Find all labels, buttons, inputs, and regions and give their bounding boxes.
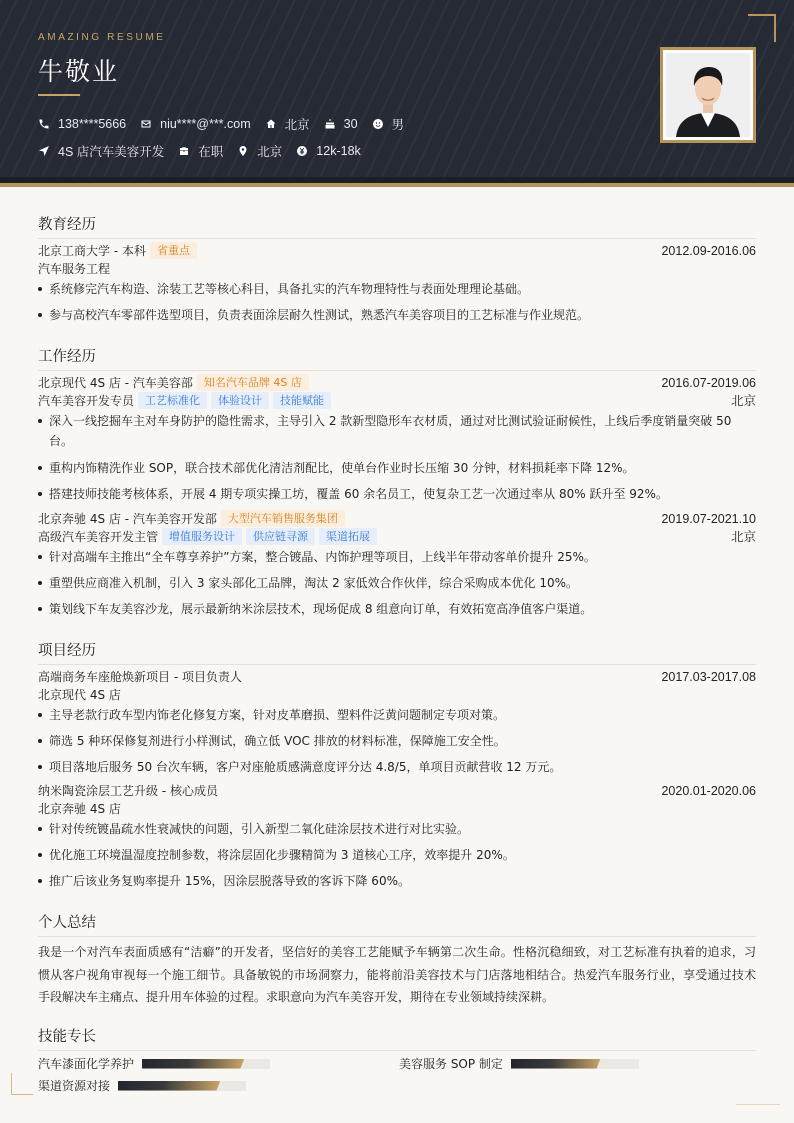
- project-org: 北京现代 4S 店: [38, 688, 121, 702]
- job-bullet: 针对高端车主推出“全车尊享养护”方案，整合镀晶、内饰护理等项目，上线半年带动客单价提升 25%。: [38, 547, 756, 567]
- job-date: 2016.07-2019.06: [661, 376, 756, 390]
- target-city-text: 北京: [257, 145, 283, 159]
- cake-icon: [324, 118, 336, 130]
- skills-section-title: 技能专长: [38, 1025, 756, 1051]
- corner-ornament: [11, 1073, 33, 1095]
- skill-bar: [142, 1059, 270, 1069]
- home-icon: [265, 118, 277, 130]
- job-role-line: [38, 528, 756, 546]
- job-intent-row: [38, 142, 375, 160]
- target-position-text: 4S 店汽车美容开发: [58, 145, 165, 159]
- skill-bar: [511, 1059, 639, 1069]
- phone-icon: [38, 118, 50, 130]
- gender-text: 男: [391, 118, 405, 132]
- education-bullet: 系统修完汽车构造、涂装工艺等核心科目，具备扎实的汽车物理特性与表面处理理论基础。: [38, 279, 756, 299]
- job-bullet: 重构内饰精洗作业 SOP，联合技术部优化清洁剂配比，使单台作业时长压缩 30 分钟，材料损耗率下降 12%。: [38, 458, 756, 478]
- skill-bar-fill: [511, 1059, 601, 1069]
- job-role-line: [38, 392, 756, 410]
- profile-photo: [666, 53, 750, 137]
- job-status-info: [178, 142, 223, 160]
- mail-icon: [140, 118, 152, 130]
- job-bullet: 策划线下车友美容沙龙，展示最新纳米涂层技术，现场促成 8 组意向订单，有效拓宽高净值客户渠道。: [38, 599, 756, 619]
- age-text: 30: [343, 117, 358, 131]
- target-city-info: [237, 142, 282, 160]
- project-name: 高端商务车座舱焕新项目 - 项目负责人: [38, 670, 242, 684]
- salary-text: 12k-18k: [316, 144, 361, 158]
- project-bullet: 针对传统镀晶疏水性衰减快的问题，引入新型二氧化硅涂层技术进行对比实验。: [38, 819, 756, 839]
- gender-icon: [372, 118, 384, 130]
- age-info: [324, 117, 358, 131]
- skill-bar: [118, 1081, 246, 1091]
- education-section-title: 教育经历: [38, 213, 756, 239]
- project-name: 纳米陶瓷涂层工艺升级 - 核心成员: [38, 784, 218, 798]
- project-header: [38, 668, 756, 686]
- job-header: [38, 374, 756, 392]
- skill-name: 美容服务 SOP 制定: [399, 1057, 503, 1071]
- project-bullet: 推广后该业务复购率提升 15%，因涂层脱落导致的客诉下降 60%。: [38, 871, 756, 891]
- project-date: 2017.03-2017.08: [661, 670, 756, 684]
- education-bullet: 参与高校汽车零部件选型项目，负责表面涂层耐久性测试，熟悉汽车美容项目的工艺标准与作业规范。: [38, 305, 756, 325]
- project-date: 2020.01-2020.06: [661, 784, 756, 798]
- contact-row: [38, 115, 418, 133]
- role-tag: 渠道拓展: [319, 528, 377, 545]
- role-tag: 增值服务设计: [162, 528, 242, 545]
- job-city: 北京: [730, 530, 756, 544]
- education-major: [38, 260, 756, 278]
- phone-info: [38, 117, 126, 131]
- project-bullet: 优化施工环境温湿度控制参数，将涂层固化步骤精简为 3 道核心工序，效率提升 20%。: [38, 845, 756, 865]
- job-bullet: 重塑供应商准入机制，引入 3 家头部化工品牌，淘汰 2 家低效合作伙伴，综合采购成本优化 10%。: [38, 573, 756, 593]
- school-name: 北京工商大学 - 本科: [38, 244, 146, 258]
- job-date: 2019.07-2021.10: [661, 512, 756, 526]
- company-tag: 大型汽车销售服务集团: [221, 510, 345, 527]
- project-bullet: 筛选 5 种环保修复剂进行小样测试，确立低 VOC 排放的材料标准，保障施工安全性。: [38, 731, 756, 751]
- job-role: 汽车美容开发专员: [38, 394, 135, 408]
- name-divider: [38, 94, 80, 96]
- send-icon: [38, 145, 50, 157]
- profile-photo-frame: [660, 47, 756, 143]
- salary-info: [296, 144, 360, 158]
- skill-item: [38, 1077, 246, 1094]
- company-name: 北京奔驰 4S 店 - 汽车美容开发部: [38, 512, 217, 526]
- company-tag: 知名汽车品牌 4S 店: [197, 374, 309, 391]
- project-bullet: 主导老款行政车型内饰老化修复方案，针对皮革磨损、塑料件泛黄问题制定专项对策。: [38, 705, 756, 725]
- candidate-name: 牛敬业: [38, 57, 120, 86]
- job-status-text: 在职: [198, 145, 224, 159]
- job-city: 北京: [730, 394, 756, 408]
- skill-bar-fill: [118, 1081, 220, 1091]
- major-name: 汽车服务工程: [38, 262, 111, 276]
- role-tag: 工艺标准化: [138, 392, 207, 409]
- corner-ornament: [748, 14, 776, 42]
- work-section-title: 工作经历: [38, 345, 756, 371]
- resume-kicker: AMAZING RESUME: [38, 32, 166, 43]
- project-org-line: [38, 686, 756, 704]
- phone-text: 138****5666: [58, 117, 127, 131]
- skill-name: 渠道资源对接: [38, 1079, 111, 1093]
- projects-section-title: 项目经历: [38, 639, 756, 665]
- resume-header: [0, 0, 794, 187]
- skill-bar-fill: [142, 1059, 244, 1069]
- gender-info: [372, 115, 405, 133]
- company-name: 北京现代 4S 店 - 汽车美容部: [38, 376, 193, 390]
- role-tag: 供应链寻源: [246, 528, 315, 545]
- job-bullet: 搭建技师技能考核体系，开展 4 期专项实操工坊，覆盖 60 余名员工，使复杂工艺一次通过率从 80% 跃升至 92%。: [38, 484, 756, 504]
- location-pin-icon: [237, 145, 249, 157]
- summary-section-title: 个人总结: [38, 911, 756, 937]
- role-tag: 体验设计: [211, 392, 269, 409]
- school-tag: 省重点: [150, 242, 197, 259]
- job-role: 高级汽车美容开发主管: [38, 530, 159, 544]
- hometown-info: [265, 115, 310, 133]
- job-bullet: 深入一线挖掘车主对车身防护的隐性需求，主导引入 2 款新型隐形车衣材质，通过对比测试验证耐候性，上线后季度销量突破 50 台。: [38, 411, 756, 451]
- email-info: [140, 117, 251, 131]
- project-org: 北京奔驰 4S 店: [38, 802, 121, 816]
- skill-item: [38, 1055, 270, 1072]
- briefcase-icon: [178, 145, 190, 157]
- target-position-info: [38, 142, 164, 160]
- project-bullet: 项目落地后服务 50 台次车辆，客户对座舱质感满意度评分达 4.8/5，单项目贡献营收 12 万元。: [38, 757, 756, 777]
- project-header: [38, 782, 756, 800]
- email-text: niu****@***.com: [160, 117, 251, 131]
- education-header: [38, 242, 756, 260]
- salary-icon: [296, 145, 308, 157]
- skill-name: 汽车漆面化学养护: [38, 1057, 135, 1071]
- corner-ornament: [736, 1104, 780, 1105]
- hometown-text: 北京: [284, 118, 310, 132]
- summary-text: 我是一个对汽车表面质感有“洁癖”的开发者，坚信好的美容工艺能赋予车辆第二次生命。性格沉稳细致，对工艺标准有执着的追求，习惯从客户视角审视每一个施工细节。具备敏锐的市场洞察力，能将前沿美容技术与门店落地相结合。热爱汽车服务行业，享受通过技术手段解决车主痛点、提升用车体验的过程。求职意向为汽车美容开发，期待在专业领域持续深耕。: [38, 945, 756, 1004]
- skill-item: [399, 1055, 639, 1072]
- education-date: 2012.09-2016.06: [661, 244, 756, 258]
- project-org-line: [38, 800, 756, 818]
- role-tag: 技能赋能: [273, 392, 331, 409]
- job-header: [38, 510, 756, 528]
